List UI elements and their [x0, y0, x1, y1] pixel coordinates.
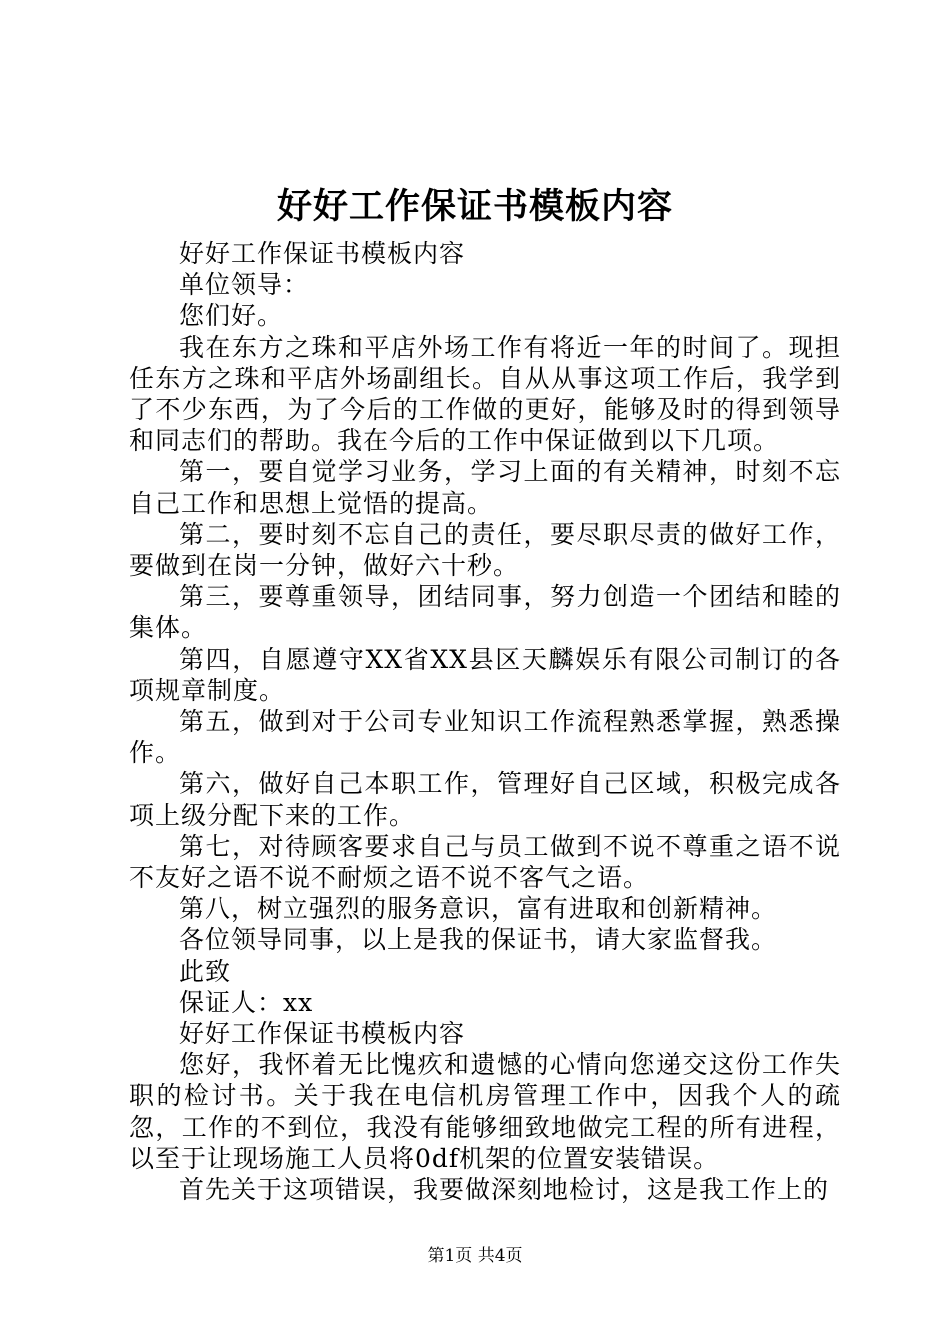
paragraph-item-3: 第三，要尊重领导，团结同事，努力创造一个团结和睦的集体。 [129, 582, 841, 643]
paragraph-second-heading: 好好工作保证书模板内容 [179, 1019, 466, 1049]
page-number-footer: 第1页 共4页 [427, 1246, 523, 1266]
paragraph-salutation: 单位领导： [179, 270, 310, 300]
paragraph-item-7: 第七，对待顾客要求自己与员工做到不说不尊重之语不说不友好之语不说不耐烦之语不说不客气之语。 [129, 831, 841, 893]
document-body [129, 238, 841, 1205]
paragraph-item-1: 第一，要自觉学习业务，学习上面的有关精神，时刻不忘自己工作和思想上觉悟的提高。 [129, 457, 841, 518]
paragraph-closing: 各位领导同事，以上是我的保证书，请大家监督我。 [179, 925, 778, 955]
paragraph-item-8: 第八，树立强烈的服务意识，富有进取和创新精神。 [179, 894, 778, 924]
paragraph-intro: 我在东方之珠和平店外场工作有将近一年的时间了。现担任东方之珠和平店外场副组长。自从从事这项工作后，我学到了不少东西，为了今后的工作做的更好，能够及时的得到领导和同志们的帮助。我在今后的工作中保证做到以下几项。 [129, 332, 841, 456]
document-title: 好好工作保证书模板内容 [276, 186, 673, 227]
paragraph-item-2: 第二，要时刻不忘自己的责任，要尽职尽责的做好工作，要做到在岗一分钟，做好六十秒。 [129, 519, 841, 581]
paragraph-reflection: 首先关于这项错误，我要做深刻地检讨，这是我工作上的 [179, 1175, 830, 1205]
paragraph-heading-repeat: 好好工作保证书模板内容 [179, 239, 466, 268]
paragraph-regards: 此致 [179, 956, 232, 986]
paragraph-signature: 保证人：xx [179, 987, 314, 1017]
paragraph-greeting: 您们好。 [179, 301, 284, 331]
paragraph-item-5: 第五，做到对于公司专业知识工作流程熟悉掌握，熟悉操作。 [129, 707, 841, 768]
paragraph-apology: 您好，我怀着无比愧疚和遗憾的心情向您递交这份工作失职的检讨书。关于我在电信机房管理工作中，因我个人的疏忽，工作的不到位，我没有能够细致地做完工程的所有进程，以至于让现场施工人员将0df机架的位置安装错误。 [129, 1050, 841, 1173]
paragraph-item-6: 第六，做好自己本职工作，管理好自己区域，积极完成各项上级分配下来的工作。 [129, 769, 841, 830]
paragraph-item-4: 第四，自愿遵守XX省XX县区天麟娱乐有限公司制订的各项规章制度。 [129, 644, 841, 705]
